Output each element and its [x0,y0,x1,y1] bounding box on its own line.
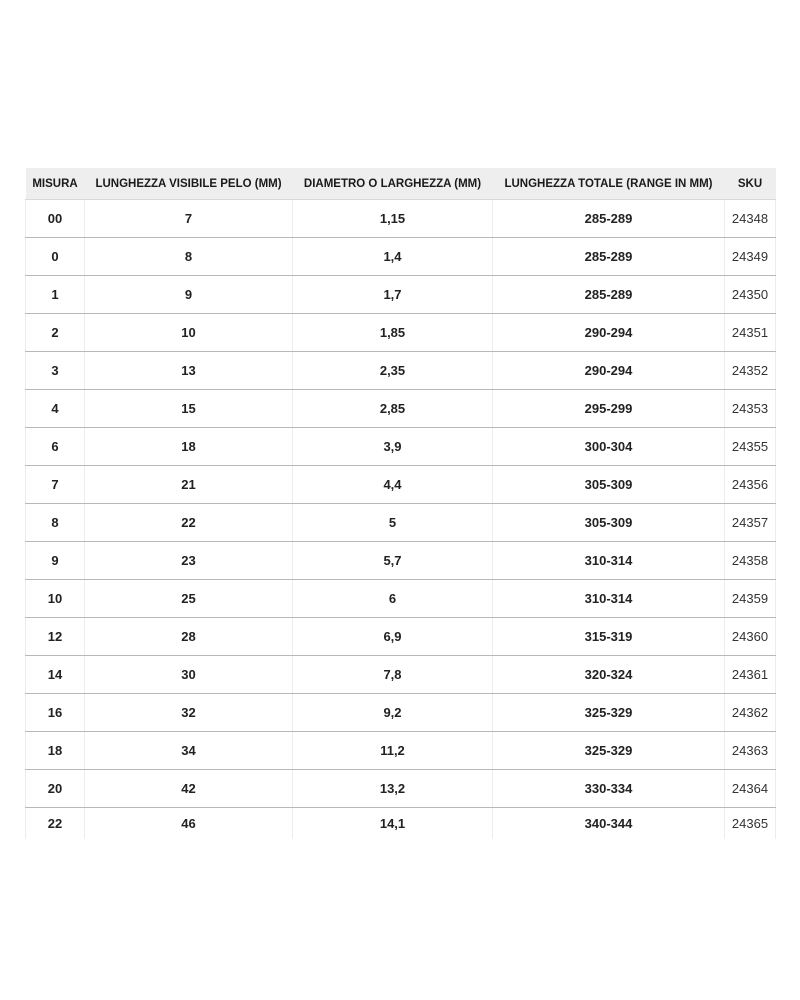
cell-diametro: 7,8 [293,656,493,694]
cell-diametro: 14,1 [293,808,493,840]
table-row [26,694,776,732]
size-table [25,168,776,839]
table-row [26,466,776,504]
cell-sku: 24355 [725,428,776,466]
cell-misura: 0 [26,238,85,276]
cell-lunghezza-visibile: 18 [85,428,293,466]
header-sku: SKU [725,168,776,200]
cell-misura: 10 [26,580,85,618]
cell-lunghezza-totale: 290-294 [493,352,725,390]
cell-sku: 24356 [725,466,776,504]
cell-sku: 24358 [725,542,776,580]
cell-diametro: 13,2 [293,770,493,808]
cell-lunghezza-totale: 325-329 [493,694,725,732]
cell-lunghezza-visibile: 34 [85,732,293,770]
cell-misura: 18 [26,732,85,770]
cell-lunghezza-visibile: 22 [85,504,293,542]
table-row [26,428,776,466]
table-row [26,314,776,352]
cell-misura: 00 [26,200,85,238]
table-row [26,200,776,238]
cell-misura: 3 [26,352,85,390]
cell-diametro: 1,4 [293,238,493,276]
cell-lunghezza-totale: 295-299 [493,390,725,428]
cell-lunghezza-totale: 330-334 [493,770,725,808]
table-row [26,732,776,770]
cell-sku: 24351 [725,314,776,352]
cell-lunghezza-totale: 305-309 [493,466,725,504]
table-row [26,808,776,840]
header-row [26,168,776,200]
table-row [26,770,776,808]
cell-diametro: 5,7 [293,542,493,580]
cell-lunghezza-totale: 285-289 [493,200,725,238]
cell-diametro: 1,7 [293,276,493,314]
cell-misura: 20 [26,770,85,808]
cell-lunghezza-visibile: 8 [85,238,293,276]
cell-misura: 6 [26,428,85,466]
table-row [26,618,776,656]
cell-lunghezza-visibile: 25 [85,580,293,618]
cell-diametro: 6,9 [293,618,493,656]
cell-lunghezza-visibile: 15 [85,390,293,428]
cell-lunghezza-totale: 310-314 [493,542,725,580]
cell-lunghezza-totale: 320-324 [493,656,725,694]
cell-sku: 24359 [725,580,776,618]
cell-lunghezza-visibile: 9 [85,276,293,314]
table-row [26,580,776,618]
cell-diametro: 6 [293,580,493,618]
table-header [26,168,776,200]
cell-sku: 24360 [725,618,776,656]
table-row [26,542,776,580]
cell-diametro: 1,85 [293,314,493,352]
cell-lunghezza-visibile: 32 [85,694,293,732]
header-lunghezza-totale: LUNGHEZZA TOTALE (RANGE IN MM) [493,168,725,200]
cell-lunghezza-totale: 290-294 [493,314,725,352]
cell-sku: 24348 [725,200,776,238]
cell-misura: 1 [26,276,85,314]
cell-diametro: 1,15 [293,200,493,238]
cell-lunghezza-totale: 285-289 [493,276,725,314]
cell-sku: 24350 [725,276,776,314]
table-row [26,276,776,314]
cell-diametro: 2,35 [293,352,493,390]
table-row [26,504,776,542]
cell-lunghezza-visibile: 7 [85,200,293,238]
cell-sku: 24352 [725,352,776,390]
header-diametro: DIAMETRO O LARGHEZZA (MM) [293,168,493,200]
cell-diametro: 9,2 [293,694,493,732]
cell-diametro: 5 [293,504,493,542]
table-body [26,200,776,840]
cell-lunghezza-visibile: 23 [85,542,293,580]
cell-misura: 2 [26,314,85,352]
cell-misura: 22 [26,808,85,840]
cell-diametro: 4,4 [293,466,493,504]
header-misura: MISURA [26,168,85,200]
cell-sku: 24364 [725,770,776,808]
cell-sku: 24353 [725,390,776,428]
cell-misura: 16 [26,694,85,732]
cell-lunghezza-totale: 315-319 [493,618,725,656]
cell-lunghezza-visibile: 28 [85,618,293,656]
cell-lunghezza-totale: 300-304 [493,428,725,466]
cell-sku: 24362 [725,694,776,732]
cell-lunghezza-visibile: 46 [85,808,293,840]
cell-sku: 24349 [725,238,776,276]
cell-diametro: 11,2 [293,732,493,770]
cell-lunghezza-totale: 340-344 [493,808,725,840]
table-row [26,656,776,694]
cell-sku: 24365 [725,808,776,840]
cell-lunghezza-visibile: 42 [85,770,293,808]
table-row [26,238,776,276]
cell-sku: 24361 [725,656,776,694]
cell-lunghezza-totale: 310-314 [493,580,725,618]
cell-misura: 8 [26,504,85,542]
cell-lunghezza-visibile: 10 [85,314,293,352]
cell-lunghezza-totale: 305-309 [493,504,725,542]
cell-misura: 7 [26,466,85,504]
cell-diametro: 2,85 [293,390,493,428]
cell-misura: 12 [26,618,85,656]
cell-misura: 9 [26,542,85,580]
cell-lunghezza-visibile: 13 [85,352,293,390]
cell-diametro: 3,9 [293,428,493,466]
cell-lunghezza-visibile: 21 [85,466,293,504]
table-row [26,390,776,428]
header-lunghezza-visibile: LUNGHEZZA VISIBILE PELO (MM) [85,168,293,200]
cell-lunghezza-totale: 285-289 [493,238,725,276]
cell-sku: 24357 [725,504,776,542]
cell-misura: 4 [26,390,85,428]
cell-sku: 24363 [725,732,776,770]
cell-lunghezza-visibile: 30 [85,656,293,694]
cell-lunghezza-totale: 325-329 [493,732,725,770]
cell-misura: 14 [26,656,85,694]
table-row [26,352,776,390]
